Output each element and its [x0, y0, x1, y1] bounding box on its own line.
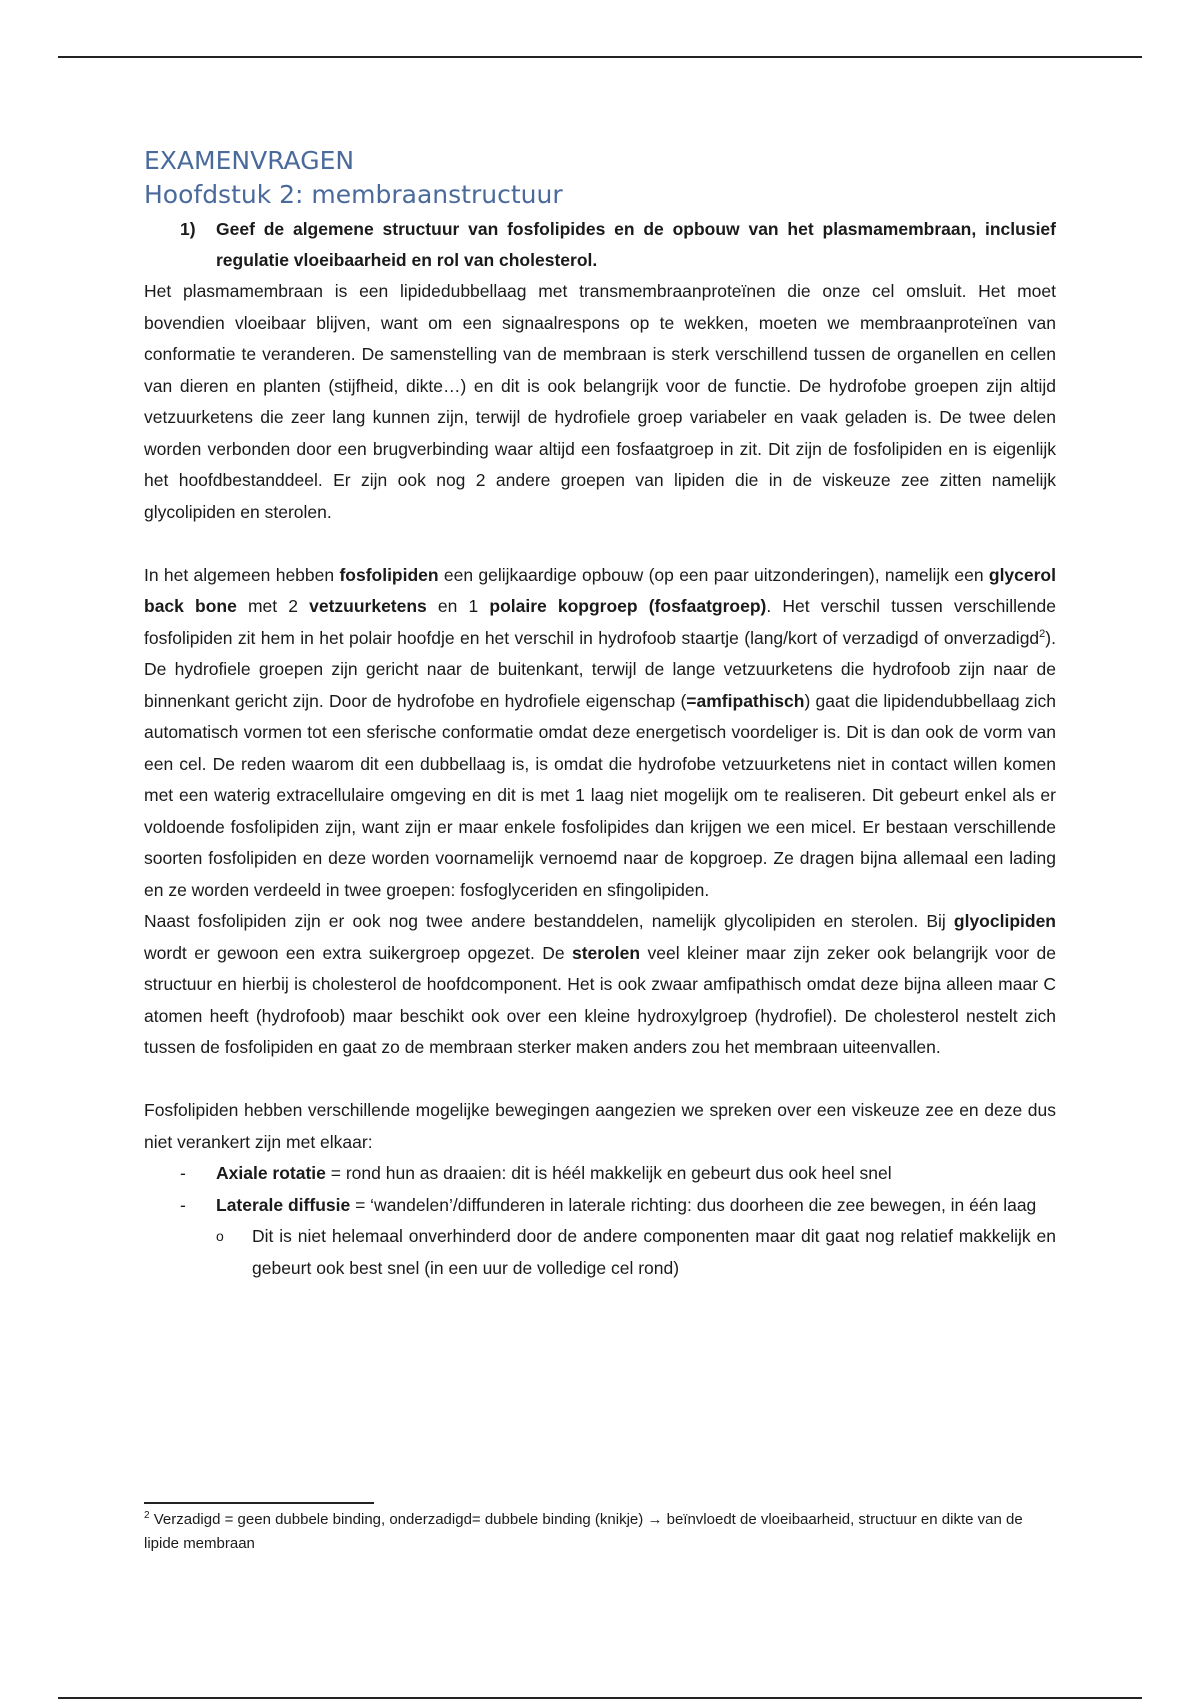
- paragraph-plasmamembraan: Het plasmamembraan is een lipidedubbellaag met transmembraanproteïnen die onze cel omsluit. Het moet bovendien vloeibaar blijven, want om een signaalrespons op te wekken, moeten we membraanproteïnen van conformatie te veranderen. De samenstelling van de membraan is sterk verschillend tussen de organellen en cellen van dieren en planten (stijfheid, dikte…) en dit is ook belangrijk voor de functie. De hydrofobe groepen zijn altijd vetzuurketens die zeer lang kunnen zijn, terwijl de hydrofiele groep variabeler en vaak geladen is. De twee delen worden verbonden door een brugverbinding waar altijd een fosfaatgroep in zit. Dit zijn de fosfolipiden en is eigenlijk het hoofdbestanddeel. Er zijn ook nog 2 andere groepen van lipiden die in de viskeuze zee zitten namelijk glycolipiden en sterolen.: [144, 281, 1056, 522]
- chapter-title: Hoofdstuk 2: membraanstructuur: [144, 180, 563, 209]
- footer-rule: [58, 1697, 1142, 1699]
- circle-bullet-icon: o: [216, 1228, 224, 1244]
- list-item: [180, 1158, 1056, 1190]
- page-heading: EXAMENVRAGEN: [144, 146, 355, 175]
- spacer: [144, 1064, 1056, 1096]
- paragraph-bewegingen: Fosfolipiden hebben verschillende mogelijke bewegingen aangezien we spreken over een viskeuze zee en deze dus niet verankert zijn met elkaar:: [144, 1100, 1056, 1152]
- list-item-text: = ‘wandelen’/diffunderen in laterale richting: dus doorheen die zee bewegen, in één laag: [350, 1194, 1037, 1215]
- dash-marker: -: [180, 1163, 186, 1183]
- question-text: Geef de algemene structuur van fosfolipides en de opbouw van het plasmamembraan, inclusief regulatie vloeibaarheid en rol van cholesterol.: [216, 219, 1056, 270]
- paragraph-fosfolipiden: In het algemeen hebben fosfolipiden een gelijkaardige opbouw (op een paar uitzonderingen), namelijk een glycerol back bone met 2 vetzuurketens en 1 polaire kopgroep (fosfaatgroep). Het verschil tussen verschillende fosfolipiden zit hem in het polair hoofdje en het verschil in hydrofoob staartje (lang/kort of verzadigd of onverzadigd$^2$). De hydrofiele groepen zijn gericht naar de buitenkant, terwijl de lange vetzuurketens die hydrofoob zijn naar de binnenkant gericht zijn. Door de hydrofobe en hydrofiele eigenschap (=amfipathisch) gaat die lipidendubbellaag zich automatisch vormen tot een sferische conformatie omdat deze energetisch voordeliger is. Dit is dan ook de vorm van een cel. De reden waarom dit een dubbellaag is, is omdat die hydrofobe vetzuurketens niet in contact willen komen met een waterig extracellulaire omgeving en dit is met 1 laag niet mogelijk om te realiseren. Dit gebeurt enkel als er voldoende fosfolipiden zijn, want zijn er maar enkele fosfolipides dan krijgen we een micel. Er bestaan verschillende soorten fosfolipiden en deze worden voornamelijk vernoemd naar de kopgroep. Ze dragen bijna allemaal een lading en ze worden verdeeld in twee groepen: fosfoglyceriden en sfingolipiden.: [144, 564, 1056, 900]
- page-content: [144, 144, 1056, 1284]
- exam-question: [180, 214, 1056, 276]
- footnote-separator: [144, 1502, 374, 1504]
- list-item-term: Axiale rotatie: [216, 1163, 326, 1183]
- list-item-term: Laterale diffusie: [216, 1194, 351, 1215]
- list-item-text: = rond hun as draaien: dit is héél makkelijk en gebeurt dus ook heel snel: [325, 1163, 892, 1183]
- dash-marker: -: [180, 1194, 186, 1215]
- footnote-number: 2: [144, 1510, 150, 1521]
- spacer: [144, 528, 1056, 560]
- header-rule: [58, 56, 1142, 58]
- paragraph-sterolen: Naast fosfolipiden zijn er ook nog twee andere bestanddelen, namelijk glycolipiden en sterolen. Bij glyoclipiden wordt er gewoon een extra suikergroep opgezet. De sterolen veel kleiner maar zijn zeker ook belangrijk voor de structuur en hierbij is cholesterol de hoofdcomponent. Het is ook zwaar amfipathisch omdat deze bijna alleen maar C atomen heeft (hydrofoob) maar beschikt ook over een kleine hydroxylgroep (hydrofiel). De cholesterol nestelt zich tussen de fosfolipiden en gaat zo de membraan sterker maken anders zou het membraan uiteenvallen.: [144, 911, 1056, 1057]
- list-item: [180, 1190, 1056, 1222]
- sub-list: [144, 1221, 1056, 1284]
- sub-list-item: [216, 1221, 1056, 1284]
- sub-list-item-text: Dit is niet helemaal onverhinderd door de andere componenten maar dit gaat nog relatief makkelijk en gebeurt ook best snel (in een uur de volledige cel rond): [252, 1226, 1056, 1278]
- footnote: [144, 1508, 1056, 1556]
- footnote-text: Verzadigd = geen dubbele binding, onderzadigd= dubbele binding (knikje) → beïnvloedt de vloeibaarheid, structuur en dikte van de lipide membraan: [144, 1511, 1023, 1552]
- movement-list: [144, 1158, 1056, 1221]
- footnote-ref[interactable]: 2: [1039, 627, 1046, 640]
- question-number: 1): [180, 219, 196, 239]
